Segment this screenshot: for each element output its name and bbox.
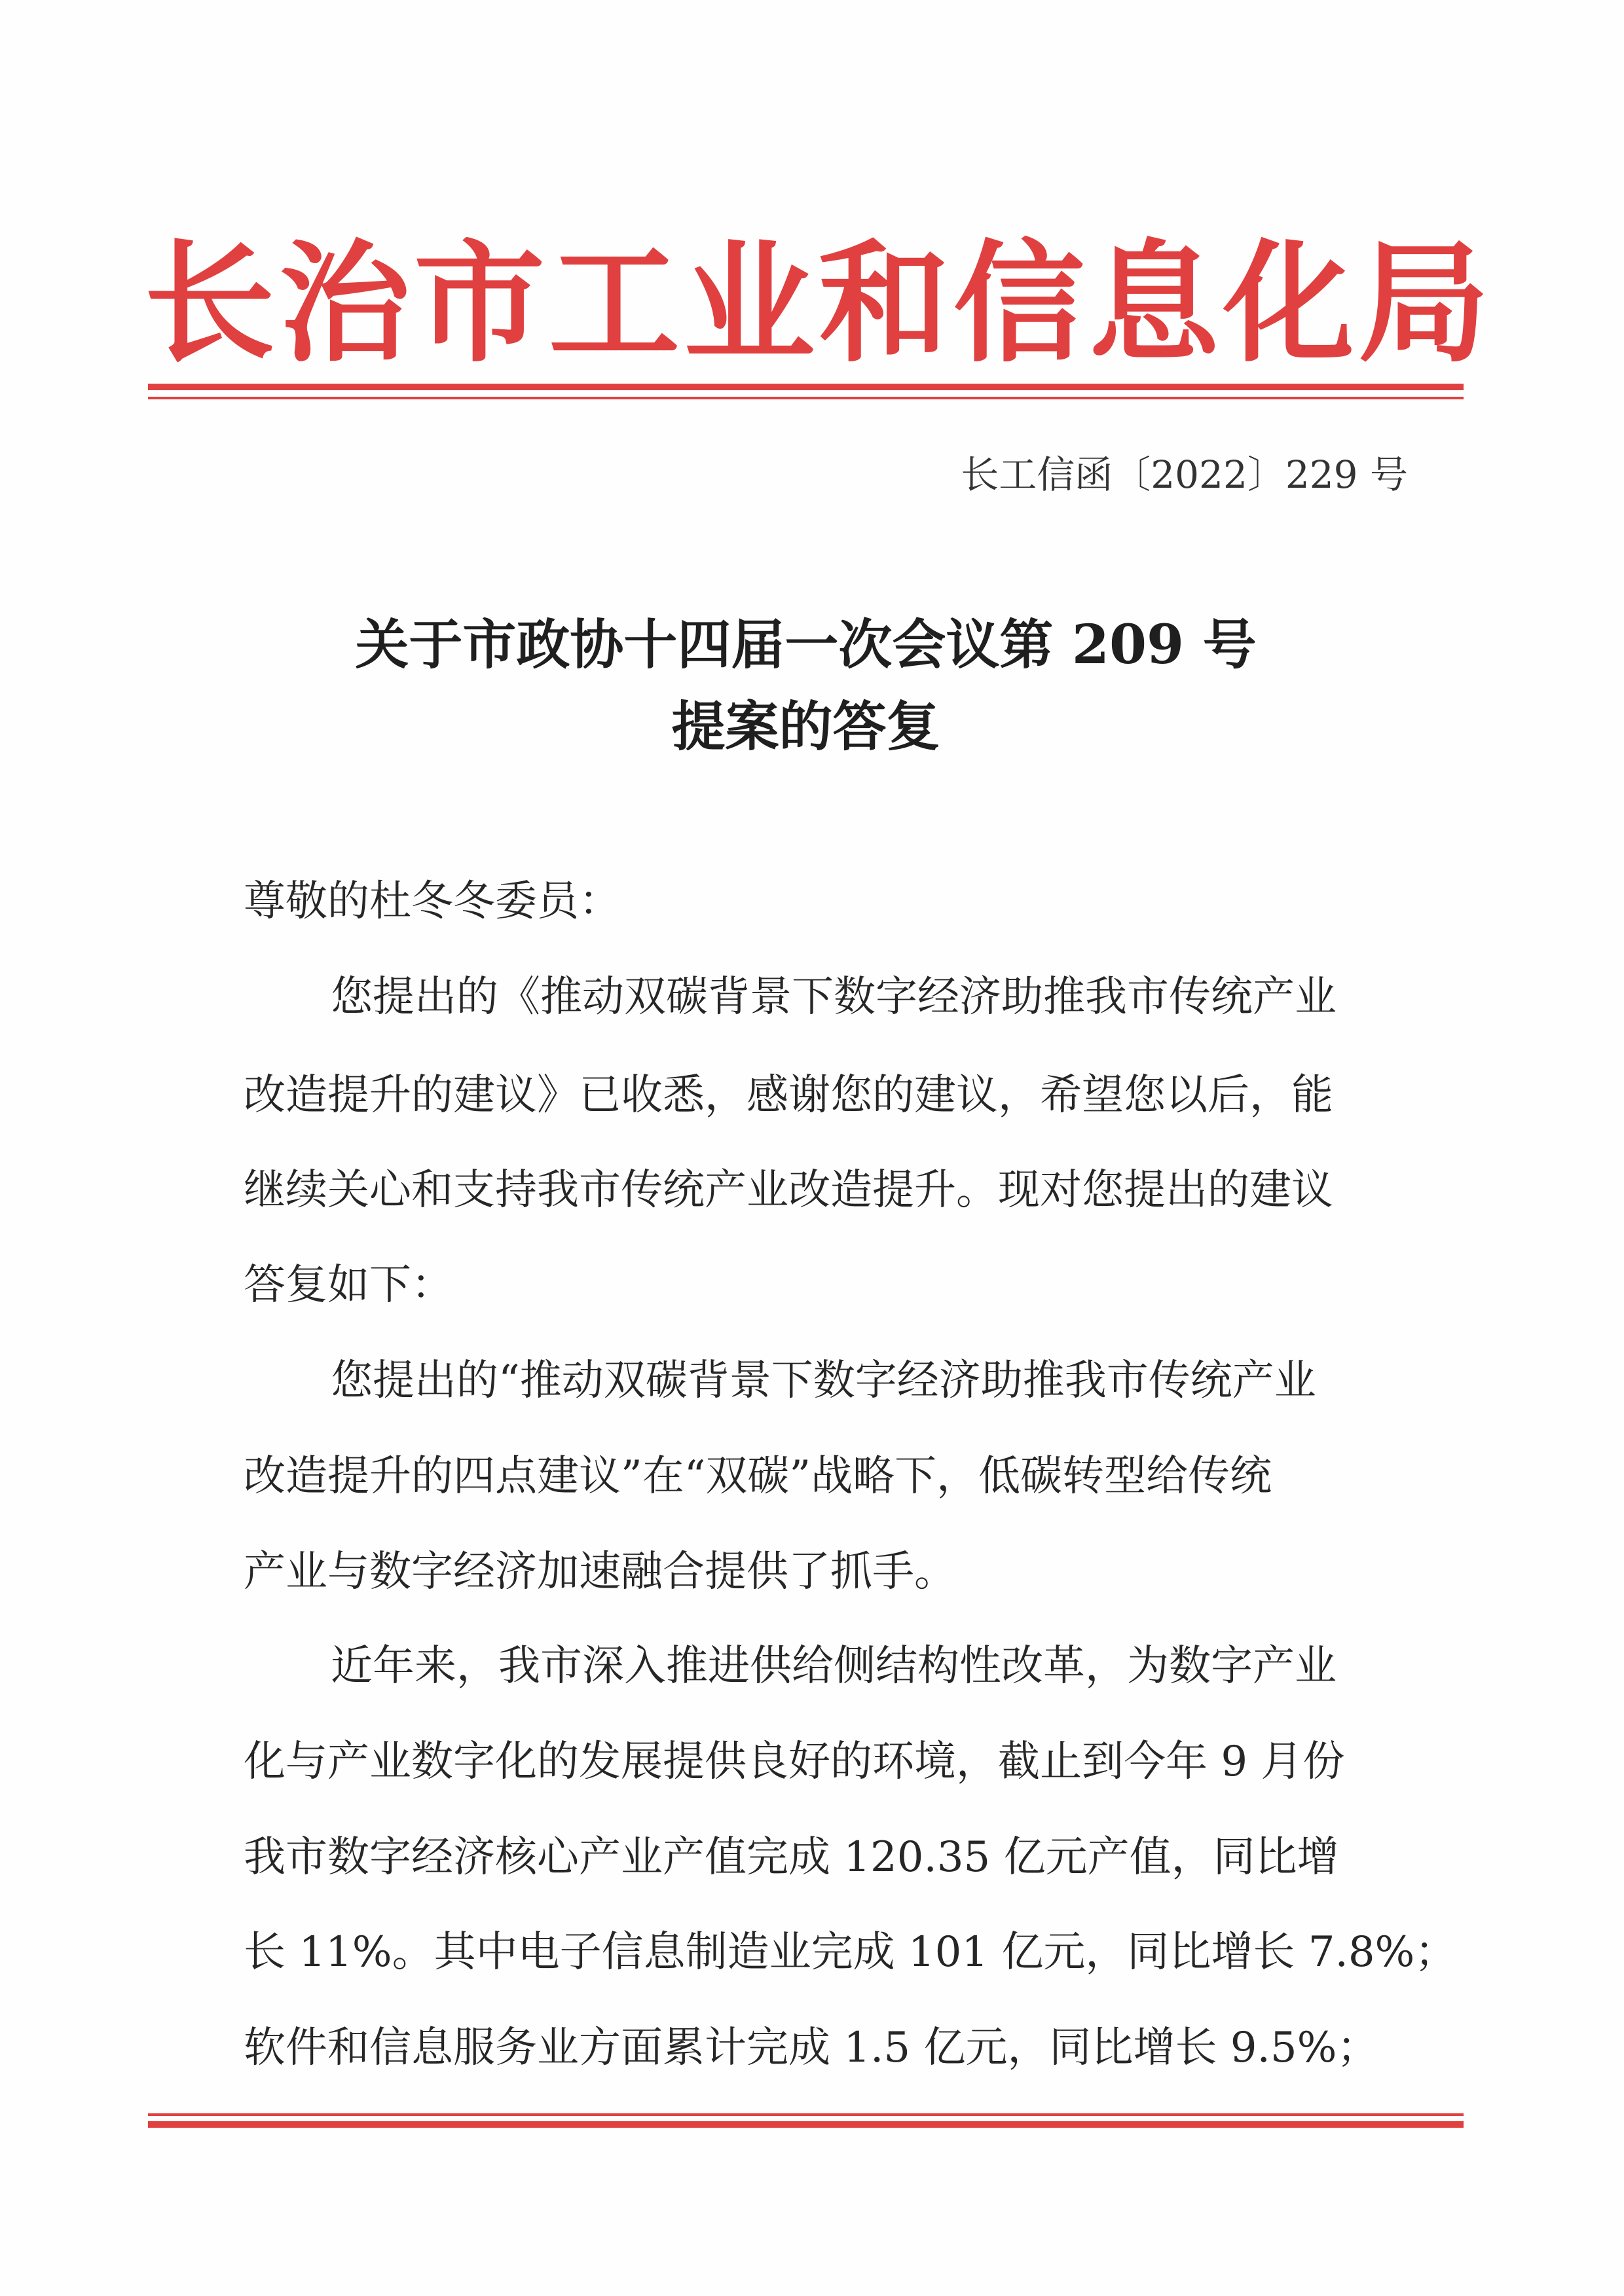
- document-title-line-1: 关于市政协十四届一次会议第 209 号: [355, 613, 1257, 676]
- body-line: 改造提升的建议》已收悉，感谢您的建议，希望您以后，能: [244, 1071, 1333, 1120]
- body-line: 近年来，我市深入推进供给侧结构性改革，为数字产业: [331, 1642, 1337, 1690]
- letterhead-rule-thin: [148, 397, 1464, 399]
- footer-rule-thick: [148, 2121, 1464, 2128]
- body-line: 化与产业数字化的发展提供良好的环境，截止到今年 9 月份: [244, 1738, 1345, 1786]
- letterhead-org-name: 长治市工业和信息化局: [144, 228, 1494, 380]
- body-line: 我市数字经济核心产业产值完成 120.35 亿元产值，同比增: [244, 1833, 1339, 1882]
- body-line: 改造提升的四点建议”在“双碳”战略下，低碳转型给传统: [244, 1452, 1272, 1501]
- body-line: 答复如下：: [244, 1261, 453, 1309]
- body-line: 产业与数字经济加速融合提供了抓手。: [244, 1548, 956, 1596]
- body-line: 您提出的“推动双碳背景下数字经济助推我市传统产业: [331, 1357, 1316, 1405]
- body-line: 软件和信息服务业方面累计完成 1.5 亿元，同比增长 9.5%；: [244, 2024, 1379, 2072]
- body-line: 继续关心和支持我市传统产业改造提升。现对您提出的建议: [244, 1166, 1333, 1214]
- body-line: 长 11%。其中电子信息制造业完成 101 亿元，同比增长 7.8%；: [244, 1928, 1457, 1977]
- body-line: 您提出的《推动双碳背景下数字经济助推我市传统产业: [331, 973, 1337, 1021]
- document-title-line-2: 提案的答复: [671, 695, 940, 758]
- document-number: 长工信函〔2022〕229 号: [961, 452, 1408, 497]
- footer-rule-thin: [148, 2113, 1464, 2116]
- salutation: 尊敬的杜冬冬委员：: [244, 877, 621, 926]
- letterhead-rule-thick: [148, 384, 1464, 390]
